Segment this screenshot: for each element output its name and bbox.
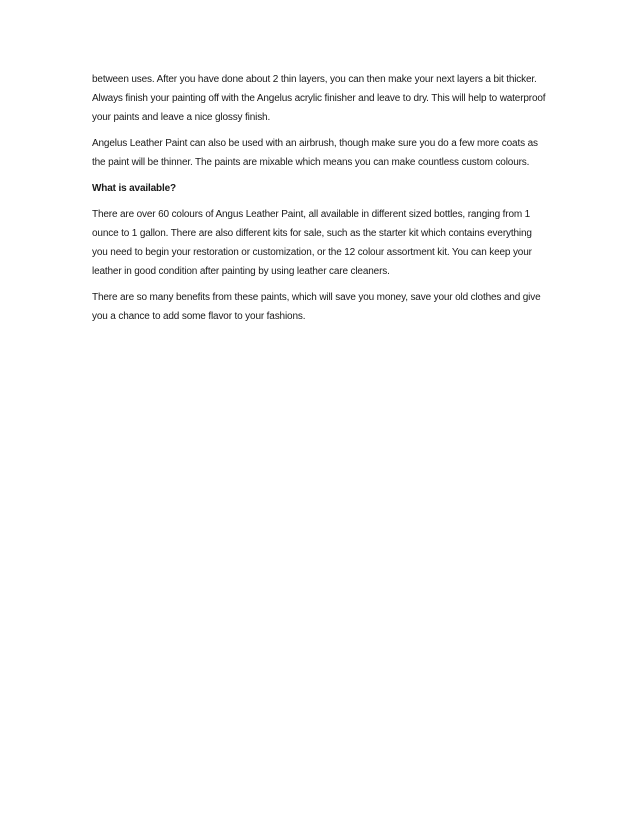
section-heading: What is available? — [92, 183, 176, 194]
paragraph-airbrush: Angelus Leather Paint can also be used with an airbrush, though make sure you do a few more coats as the paint will be thinner. The paints are mixable which means you can make countless custom colours. — [92, 138, 538, 168]
paragraph-benefits: There are so many benefits from these paints, which will save you money, save your old clothes and give you a chance to add some flavor to your fashions. — [92, 292, 541, 322]
paragraph-colours: There are over 60 colours of Angus Leather Paint, all available in different sized bottles, ranging from 1 ounce to 1 gallon. There are also different kits for sale, such as the starter kit which contains everything you need to begin your restoration or customization, or the 12 colour assortment kit. You can keep your leather in good condition after painting by using leather care cleaners. — [92, 209, 532, 277]
paragraph-thin-layers: between uses. After you have done about 2 thin layers, you can then make your next layers a bit thicker. Always finish your painting off with the Angelus acrylic finisher and leave to dry. This will help to waterproof your paints and leave a nice glossy finish. — [92, 74, 546, 123]
document-body — [92, 70, 548, 333]
